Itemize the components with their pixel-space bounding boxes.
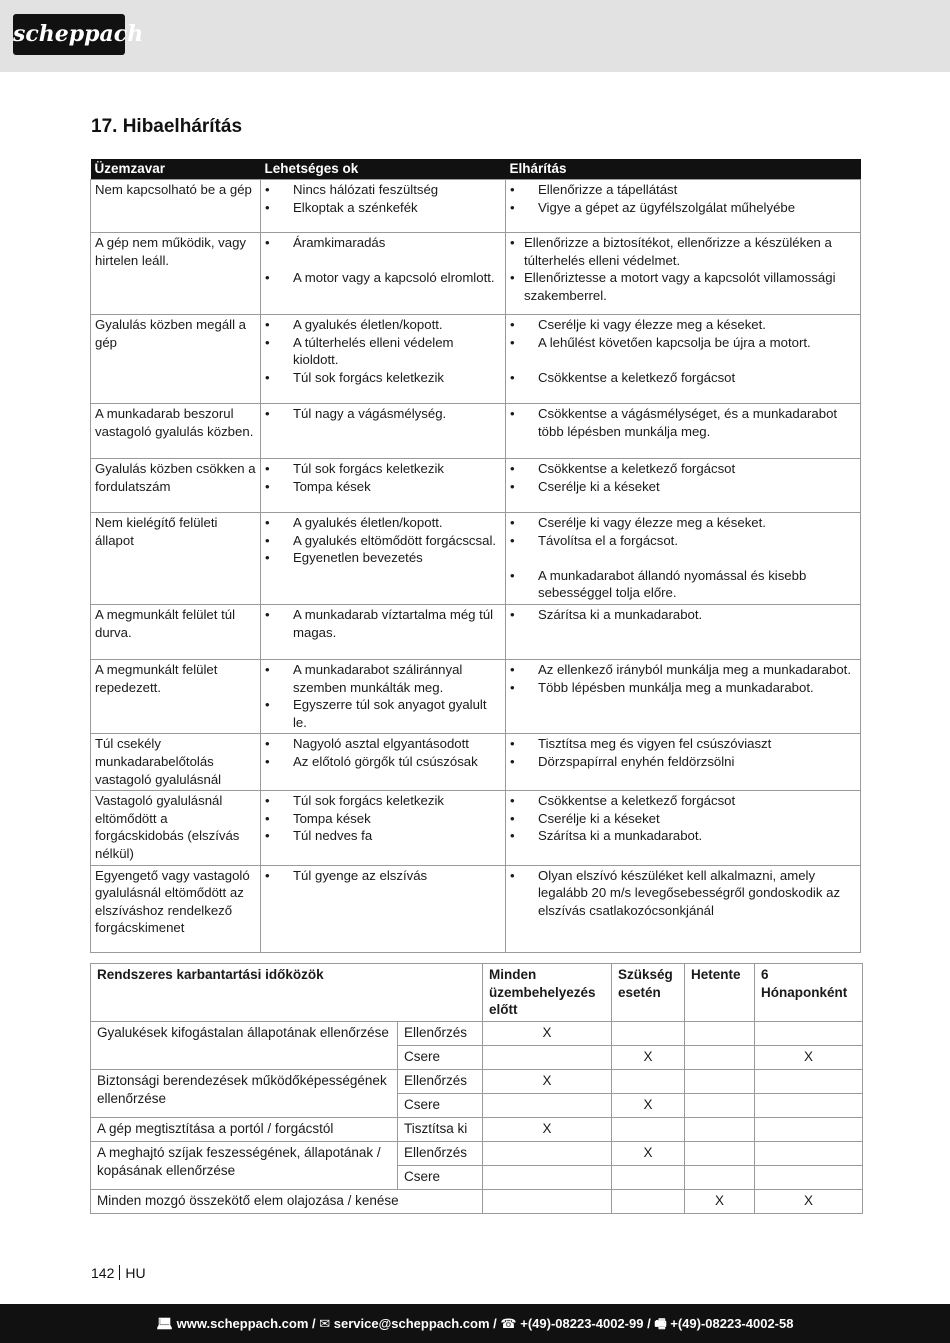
col-before-start: Minden üzembehelyezés előtt <box>483 964 612 1022</box>
maintenance-item: A meghajtó szíjak feszességének, állapotának / kopásának ellenőrzése <box>91 1142 398 1190</box>
maintenance-item: A gép megtisztítása a portól / forgácstól <box>91 1118 398 1142</box>
maintenance-row <box>91 1190 863 1214</box>
remedy-item: • A munkadarabot állandó nyomással és kisebb sebességgel tolja előre. <box>510 567 856 602</box>
cause-item: • Elkoptak a szénkefék <box>265 199 501 217</box>
footer-fax: +(49)-08223-4002-58 <box>670 1316 794 1331</box>
cause-item: • Nagyoló asztal elgyantásodott <box>265 735 501 753</box>
table-row <box>91 865 861 952</box>
maintenance-item: Minden mozgó összekötő elem olajozása / kenése <box>91 1190 483 1214</box>
col-six-months: 6 Hónaponként <box>755 964 863 1022</box>
cause-item: • Túl sok forgács keletkezik <box>265 792 501 810</box>
remedy-item: • Dörzspapírral enyhén feldörzsölni <box>510 753 856 771</box>
maintenance-row <box>91 1070 863 1094</box>
table-row <box>91 459 861 513</box>
table-row <box>91 734 861 791</box>
maintenance-row <box>91 1142 863 1166</box>
cause-item: • A motor vagy a kapcsoló elromlott. <box>265 269 501 287</box>
remedy-item: • Tisztítsa meg és vigyen fel csúszóviaszt <box>510 735 856 753</box>
cause-item: • Egyenetlen bevezetés <box>265 549 501 567</box>
maintenance-title: Rendszeres karbantartási időközök <box>91 964 483 1022</box>
fault-cell: Nem kapcsolható be a gép <box>91 180 261 233</box>
maintenance-row <box>91 1022 863 1046</box>
cause-item: • Áramkimaradás <box>265 234 501 252</box>
fault-cell: Vastagoló gyalulásnál eltömődött a forgácskidobás (elszívás nélkül) <box>91 791 261 865</box>
mark: X <box>612 1046 685 1070</box>
page-language: HU <box>125 1265 146 1281</box>
mark: X <box>612 1142 685 1166</box>
cause-item: • Nincs hálózati feszültség <box>265 181 501 199</box>
remedy-item: • Ellenőrizze a biztosítékot, ellenőrizze a készüléken a túlterhelés elleni védelmet. <box>510 234 856 269</box>
table-row <box>91 315 861 404</box>
cause-item: • A munkadarabot száliránnyal szemben munkálták meg. <box>265 661 501 696</box>
cause-item: • Egyszerre túl sok anyagot gyalult le. <box>265 696 501 731</box>
cause-item: • Túl sok forgács keletkezik <box>265 369 501 387</box>
mark: X <box>755 1190 863 1214</box>
cause-item: • Túl sok forgács keletkezik <box>265 460 501 478</box>
remedy-item: • Csökkentse a keletkező forgácsot <box>510 369 856 387</box>
remedy-item: • Olyan elszívó készüléket kell alkalmazni, amely legalább 20 m/s levegősebességről gondoskodik az elszívás csatlakozócsonkjánál <box>510 867 856 920</box>
remedy-item: • Csökkentse a vágásmélységet, és a munkadarabot több lépésben munkálja meg. <box>510 405 856 440</box>
troubleshooting-table <box>90 159 861 953</box>
remedy-item: • Szárítsa ki a munkadarabot. <box>510 606 856 624</box>
mark: X <box>483 1022 612 1046</box>
phone-icon: ☎︎ <box>500 1316 517 1331</box>
top-bar <box>0 0 950 72</box>
table-row <box>91 604 861 659</box>
footer-phone: +(49)-08223-4002-99 <box>520 1316 644 1331</box>
page-title: 17. Hibaelhárítás <box>91 116 243 137</box>
mail-icon: ✉︎ <box>319 1316 331 1331</box>
fax-icon: 🖷︎ <box>654 1316 667 1331</box>
header-fault: Üzemzavar <box>91 159 261 180</box>
fault-cell: Túl csekély munkadarabelőtolás vastagoló gyalulásnál <box>91 734 261 791</box>
maintenance-item: Gyalukések kifogástalan állapotának ellenőrzése <box>91 1022 398 1070</box>
action-label: Csere <box>398 1046 483 1070</box>
brand-logo: scheppach <box>13 14 125 55</box>
remedy-item: • Ellenőrizze a tápellátást <box>510 181 856 199</box>
cause-item: • A gyalukés eltömődött forgácscsal. <box>265 532 501 550</box>
action-label: Tisztítsa ki <box>398 1118 483 1142</box>
table-row <box>91 180 861 233</box>
cause-item: • Tompa kések <box>265 478 501 496</box>
cause-item: • Tompa kések <box>265 810 501 828</box>
footer-web[interactable]: www.scheppach.com <box>176 1316 309 1331</box>
remedy-item: • A lehűlést követően kapcsolja be újra a motort. <box>510 334 856 352</box>
action-label: Ellenőrzés <box>398 1070 483 1094</box>
fault-cell: Nem kielégítő felületi állapot <box>91 513 261 605</box>
footer-bar: 💻︎ www.scheppach.com / ✉︎ service@scheppach.com / ☎︎ +(49)-08223-4002-99 / 🖷︎ +(49)-08223-4002-58 <box>0 1304 950 1343</box>
remedy-item: • Több lépésben munkálja meg a munkadarabot. <box>510 679 856 697</box>
action-label: Ellenőrzés <box>398 1022 483 1046</box>
maintenance-header-row <box>91 964 863 1022</box>
maintenance-item: Biztonsági berendezések működőképességének ellenőrzése <box>91 1070 398 1118</box>
remedy-item: • Cserélje ki vagy élezze meg a késeket. <box>510 514 856 532</box>
cause-item: • Túl nagy a vágásmélység. <box>265 405 501 423</box>
computer-icon: 💻︎ <box>156 1316 174 1331</box>
mark: X <box>755 1046 863 1070</box>
maintenance-row <box>91 1118 863 1142</box>
action-label: Csere <box>398 1166 483 1190</box>
table-row <box>91 791 861 865</box>
table-header-row <box>91 159 861 180</box>
action-label: Csere <box>398 1094 483 1118</box>
action-label: Ellenőrzés <box>398 1142 483 1166</box>
remedy-item: • Cserélje ki a késeket <box>510 810 856 828</box>
mark: X <box>612 1094 685 1118</box>
remedy-item: • Cserélje ki vagy élezze meg a késeket. <box>510 316 856 334</box>
table-row <box>91 233 861 315</box>
header-cause: Lehetséges ok <box>261 159 506 180</box>
header-remedy: Elhárítás <box>506 159 861 180</box>
fault-cell: A munkadarab beszorul vastagoló gyalulás közben. <box>91 404 261 459</box>
fault-cell: Gyalulás közben megáll a gép <box>91 315 261 404</box>
footer-email[interactable]: service@scheppach.com <box>333 1316 490 1331</box>
fault-cell: A megmunkált felület túl durva. <box>91 604 261 659</box>
fault-cell: A megmunkált felület repedezett. <box>91 659 261 733</box>
remedy-item: • Távolítsa el a forgácsot. <box>510 532 856 550</box>
remedy-item: • Az ellenkező irányból munkálja meg a munkadarabot. <box>510 661 856 679</box>
page-number-divider <box>119 1265 120 1280</box>
remedy-item: • Ellenőriztesse a motort vagy a kapcsolót villamossági szakemberrel. <box>510 269 856 304</box>
fault-cell: Gyalulás közben csökken a fordulatszám <box>91 459 261 513</box>
remedy-item: • Csökkentse a keletkező forgácsot <box>510 792 856 810</box>
col-as-needed: Szükség esetén <box>612 964 685 1022</box>
mark: X <box>483 1070 612 1094</box>
cause-item: • Túl gyenge az elszívás <box>265 867 501 885</box>
maintenance-table <box>90 963 863 1214</box>
fault-cell: Egyengető vagy vastagoló gyalulásnál eltömődött az elszíváshoz rendelkező forgácskimenet <box>91 865 261 952</box>
page-number-value: 142 <box>91 1265 115 1281</box>
mark: X <box>685 1190 755 1214</box>
table-row <box>91 513 861 605</box>
fault-cell: A gép nem működik, vagy hirtelen leáll. <box>91 233 261 315</box>
cause-item: • A munkadarab víztartalma még túl magas. <box>265 606 501 641</box>
table-row <box>91 659 861 733</box>
cause-item: • A gyalukés életlen/kopott. <box>265 316 501 334</box>
cause-item: • Túl nedves fa <box>265 827 501 845</box>
cause-item: • Az előtoló görgők túl csúszósak <box>265 753 501 771</box>
remedy-item: • Vigye a gépet az ügyfélszolgálat műhelyébe <box>510 199 856 217</box>
page-number <box>91 1265 146 1281</box>
col-weekly: Hetente <box>685 964 755 1022</box>
remedy-item: • Csökkentse a keletkező forgácsot <box>510 460 856 478</box>
remedy-item: • Szárítsa ki a munkadarabot. <box>510 827 856 845</box>
table-row <box>91 404 861 459</box>
mark: X <box>483 1118 612 1142</box>
remedy-item: • Cserélje ki a késeket <box>510 478 856 496</box>
cause-item: • A gyalukés életlen/kopott. <box>265 514 501 532</box>
cause-item: • A túlterhelés elleni védelem kioldott. <box>265 334 501 369</box>
